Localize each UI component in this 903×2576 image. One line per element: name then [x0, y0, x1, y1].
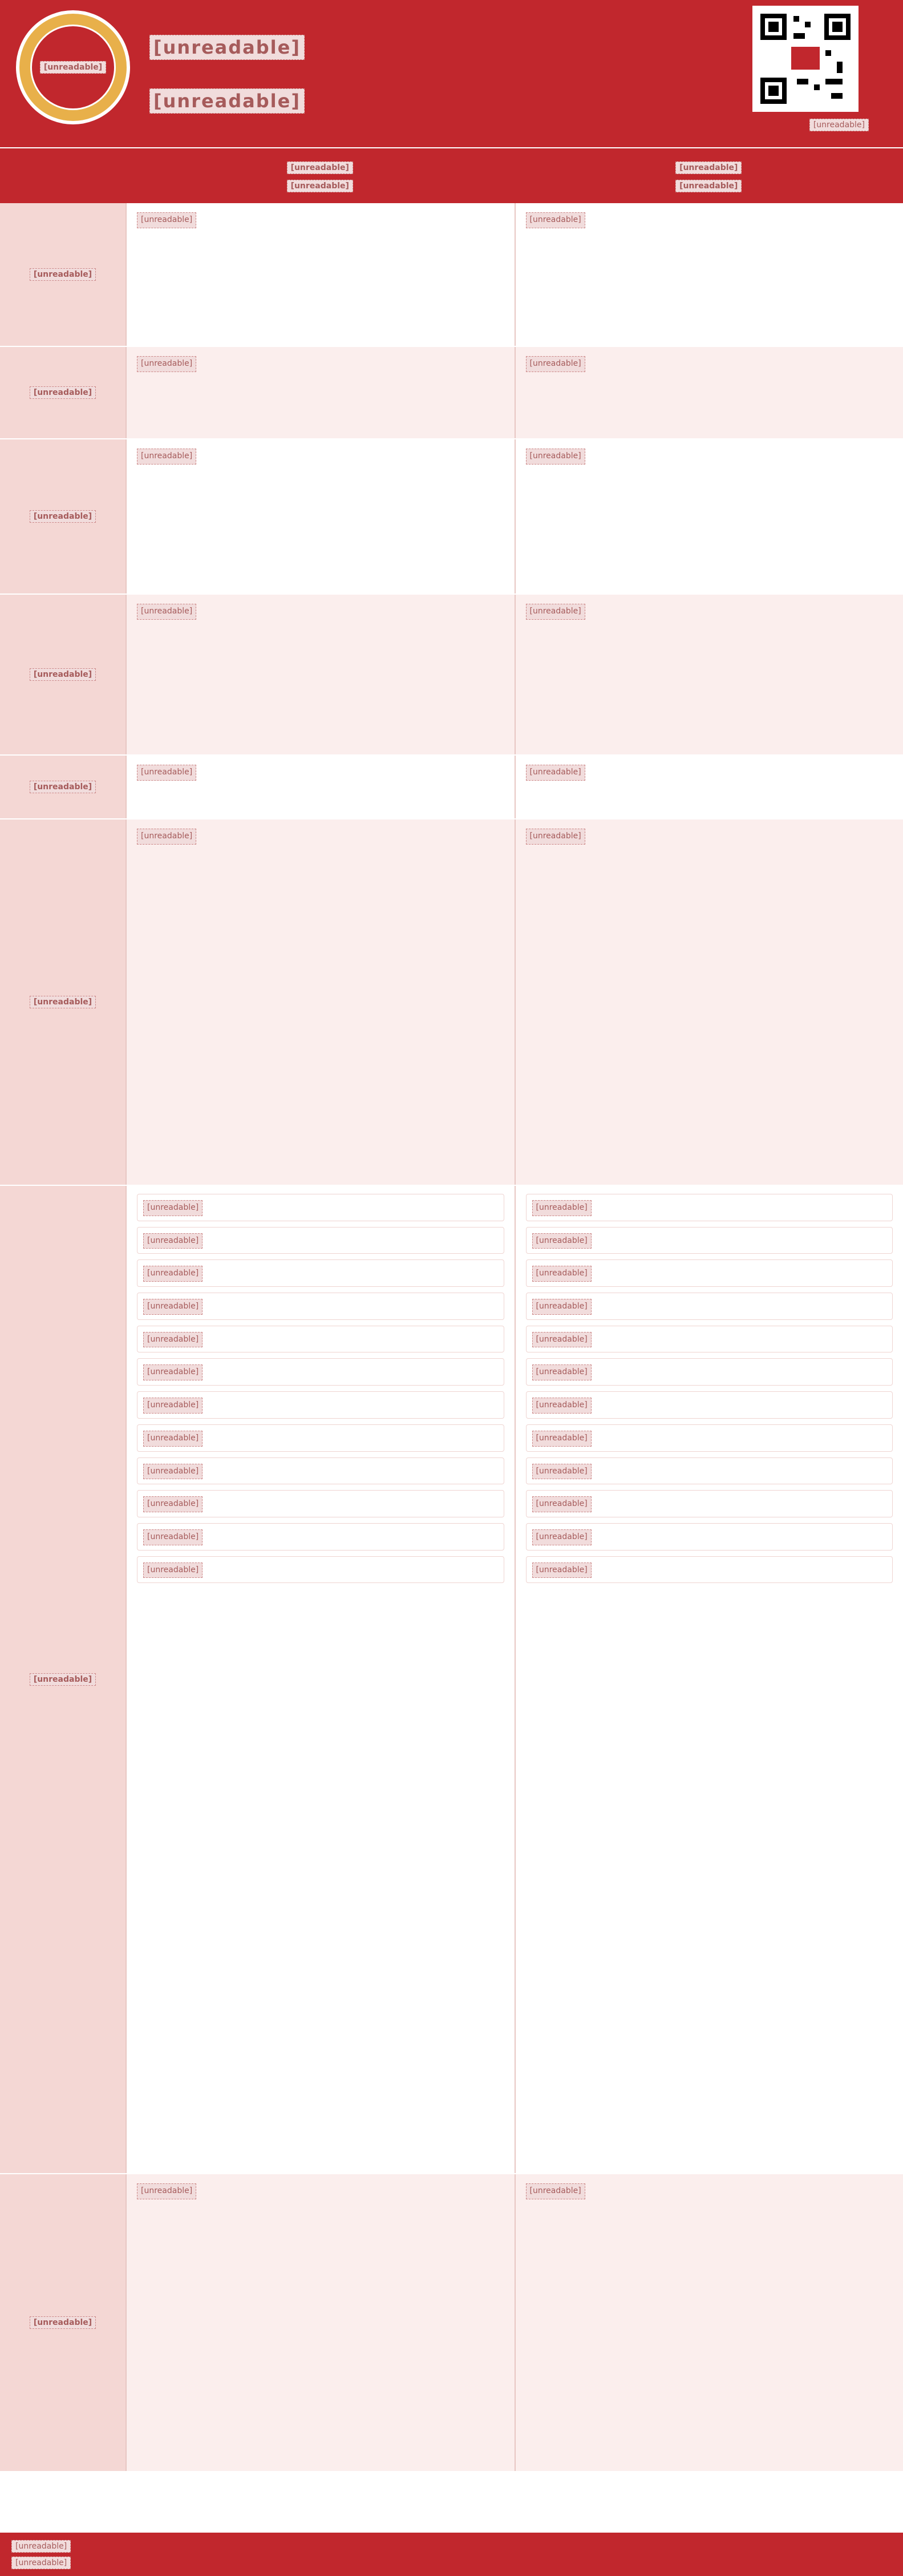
row-label-text: [unreadable] [30, 268, 96, 281]
qr-code [752, 6, 859, 112]
annual-work-label [0, 2174, 125, 2471]
key-item-text: [unreadable] [532, 1464, 592, 1480]
key-item [526, 1391, 893, 1419]
annual-work-left [125, 2174, 515, 2471]
key-item-text: [unreadable] [532, 1398, 592, 1414]
table-row [0, 203, 903, 347]
key-item-text: [unreadable] [532, 1332, 592, 1348]
row-left-cell [125, 756, 515, 818]
logo [16, 10, 130, 124]
key-section-left [125, 1186, 515, 2173]
annual-work-row [0, 2174, 903, 2472]
key-item-text: [unreadable] [532, 1233, 592, 1249]
date-row-corner [0, 148, 125, 203]
key-item [137, 1259, 504, 1287]
key-item-text: [unreadable] [143, 1464, 203, 1480]
row-right-cell [515, 203, 903, 346]
header [0, 0, 903, 147]
key-section-label-text: [unreadable] [30, 1673, 96, 1686]
table-row [0, 595, 903, 756]
key-item-text: [unreadable] [532, 1496, 592, 1512]
row-label-text: [unreadable] [30, 996, 96, 1008]
key-item [137, 1556, 504, 1584]
key-item-text: [unreadable] [143, 1266, 203, 1282]
title-2: [unreadable] [149, 88, 305, 114]
title-1: [unreadable] [149, 35, 305, 60]
key-item [137, 1391, 504, 1419]
key-item-text: [unreadable] [143, 1332, 203, 1348]
qr-caption [809, 116, 869, 131]
key-item [526, 1227, 893, 1254]
key-item-text: [unreadable] [143, 1200, 203, 1216]
row-left-text: [unreadable] [137, 449, 196, 465]
annual-work-right-text: [unreadable] [526, 2183, 585, 2199]
key-section-right [515, 1186, 903, 2173]
key-section-label [0, 1186, 125, 2173]
key-item-text: [unreadable] [143, 1431, 203, 1447]
key-item [526, 1194, 893, 1221]
row-right-text: [unreadable] [526, 829, 585, 845]
key-item [526, 1358, 893, 1386]
key-item-text: [unreadable] [143, 1496, 203, 1512]
qr-caption-text: [unreadable] [809, 119, 869, 131]
left-caption: [unreadable] [287, 180, 353, 192]
table-row [0, 756, 903, 819]
key-item [526, 1326, 893, 1353]
row-left-cell [125, 819, 515, 1185]
key-item [526, 1424, 893, 1452]
key-item [526, 1523, 893, 1551]
footer-line-1-text: [unreadable] [11, 2540, 71, 2553]
table-row [0, 819, 903, 1186]
annual-work-right [515, 2174, 903, 2471]
right-caption: [unreadable] [675, 180, 742, 192]
annual-work-label-text: [unreadable] [30, 2316, 96, 2329]
row-left-cell [125, 439, 515, 593]
row-right-text: [unreadable] [526, 449, 585, 465]
left-date: [unreadable] [287, 161, 353, 174]
key-item-text: [unreadable] [532, 1200, 592, 1216]
key-item-text: [unreadable] [143, 1299, 203, 1315]
date-row [0, 147, 903, 203]
row-left-cell [125, 595, 515, 754]
row-left-text: [unreadable] [137, 765, 196, 781]
table-row [0, 347, 903, 439]
key-item [137, 1457, 504, 1485]
row-right-cell [515, 756, 903, 818]
row-right-cell [515, 819, 903, 1185]
logo-text: [unreadable] [40, 61, 106, 74]
footer [0, 2533, 903, 2576]
row-label [0, 756, 125, 818]
key-item [526, 1490, 893, 1517]
key-item-text: [unreadable] [143, 1398, 203, 1414]
row-label [0, 203, 125, 346]
key-item-text: [unreadable] [532, 1299, 592, 1315]
row-right-text: [unreadable] [526, 604, 585, 620]
key-item-text: [unreadable] [143, 1529, 203, 1545]
key-section-row [0, 1186, 903, 2174]
key-item [137, 1194, 504, 1221]
row-label-text: [unreadable] [30, 668, 96, 681]
title-line-2 [149, 74, 305, 116]
row-left-text: [unreadable] [137, 604, 196, 620]
key-item [526, 1293, 893, 1320]
key-item-text: [unreadable] [143, 1233, 203, 1249]
row-left-text: [unreadable] [137, 356, 196, 372]
row-label [0, 595, 125, 754]
key-item-text: [unreadable] [532, 1364, 592, 1380]
key-item [137, 1424, 504, 1452]
logo-inner [30, 25, 116, 110]
key-item-text: [unreadable] [532, 1529, 592, 1545]
footer-line-2 [11, 2556, 892, 2569]
row-right-cell [515, 595, 903, 754]
left-date-column [125, 148, 515, 203]
row-label [0, 439, 125, 593]
key-item-text: [unreadable] [532, 1562, 592, 1578]
key-item-text: [unreadable] [532, 1266, 592, 1282]
key-item [137, 1523, 504, 1551]
annual-work-left-text: [unreadable] [137, 2183, 196, 2199]
right-date-column [515, 148, 903, 203]
row-right-cell [515, 439, 903, 593]
key-item [137, 1358, 504, 1386]
key-item [137, 1227, 504, 1254]
table-row [0, 439, 903, 595]
key-item [526, 1457, 893, 1485]
key-item-text: [unreadable] [143, 1562, 203, 1578]
row-label [0, 819, 125, 1185]
footer-line-1 [11, 2539, 892, 2553]
footer-line-2-text: [unreadable] [11, 2557, 71, 2569]
key-item-text: [unreadable] [532, 1431, 592, 1447]
row-label-text: [unreadable] [30, 510, 96, 523]
key-item [137, 1293, 504, 1320]
row-label-text: [unreadable] [30, 781, 96, 793]
row-right-cell [515, 347, 903, 438]
title-line-1 [149, 21, 305, 62]
row-left-cell [125, 347, 515, 438]
qr-code-icon [757, 10, 854, 107]
row-left-text: [unreadable] [137, 212, 196, 228]
key-item [137, 1326, 504, 1353]
row-left-cell [125, 203, 515, 346]
key-item-text: [unreadable] [143, 1364, 203, 1380]
key-item [526, 1556, 893, 1584]
row-right-text: [unreadable] [526, 356, 585, 372]
right-date: [unreadable] [675, 161, 742, 174]
row-right-text: [unreadable] [526, 212, 585, 228]
key-item [526, 1259, 893, 1287]
row-label [0, 347, 125, 438]
row-right-text: [unreadable] [526, 765, 585, 781]
key-item [137, 1490, 504, 1517]
row-left-text: [unreadable] [137, 829, 196, 845]
row-label-text: [unreadable] [30, 386, 96, 399]
